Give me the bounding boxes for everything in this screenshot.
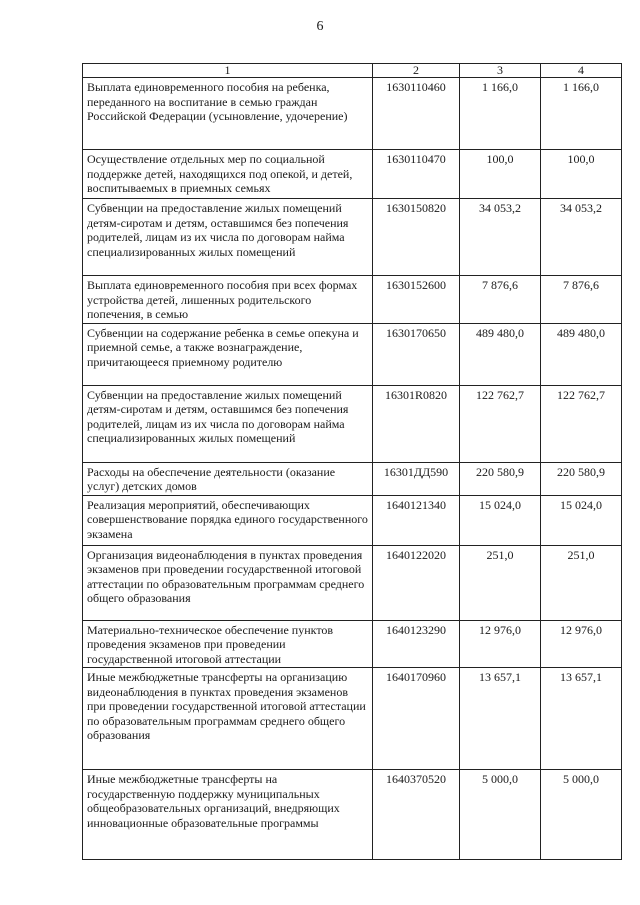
table-row (83, 78, 622, 150)
table-row (83, 276, 622, 324)
row-value-3: 15 024,0 (460, 495, 541, 545)
table-row (83, 668, 622, 770)
row-code: 1640123290 (373, 620, 460, 668)
row-name: Субвенции на предоставление жилых помещений детям-сиротам и детям, оставшимся без попечения родителей, лицам из их числа по договорам найма специализированных жилых помещений (83, 385, 373, 462)
row-code: 1630170650 (373, 323, 460, 385)
budget-table (82, 63, 622, 860)
row-value-3: 34 053,2 (460, 199, 541, 276)
row-code: 16301ДД590 (373, 462, 460, 495)
row-value-4: 1 166,0 (541, 78, 622, 150)
column-header-4: 4 (541, 64, 622, 78)
table-row (83, 545, 622, 620)
row-value-4: 5 000,0 (541, 770, 622, 860)
table-row (83, 199, 622, 276)
row-value-3: 220 580,9 (460, 462, 541, 495)
row-value-4: 34 053,2 (541, 199, 622, 276)
header-row (83, 64, 622, 78)
column-header-2: 2 (373, 64, 460, 78)
row-value-4: 7 876,6 (541, 276, 622, 324)
row-name: Организация видеонаблюдения в пунктах проведения экзаменов при проведении государственной итоговой аттестации по образовательным программам среднего общего образования (83, 545, 373, 620)
row-value-3: 1 166,0 (460, 78, 541, 150)
row-code: 1640122020 (373, 545, 460, 620)
row-name: Расходы на обеспечение деятельности (оказание услуг) детских домов (83, 462, 373, 495)
column-header-1: 1 (83, 64, 373, 78)
row-value-4: 12 976,0 (541, 620, 622, 668)
column-header-3: 3 (460, 64, 541, 78)
row-value-4: 13 657,1 (541, 668, 622, 770)
row-name: Выплата единовременного пособия на ребенка, переданного на воспитание в семью граждан Российской Федерации (усыновление, удочерение) (83, 78, 373, 150)
row-name: Субвенции на предоставление жилых помещений детям-сиротам и детям, оставшимся без попечения родителей, лицам из их числа по договорам найма специализированных жилых помещений (83, 199, 373, 276)
row-name: Материально-техническое обеспечение пунктов проведения экзаменов при проведении государственной итоговой аттестации (83, 620, 373, 668)
row-value-3: 489 480,0 (460, 323, 541, 385)
row-value-3: 12 976,0 (460, 620, 541, 668)
row-code: 1640370520 (373, 770, 460, 860)
table-row (83, 323, 622, 385)
row-code: 16301R0820 (373, 385, 460, 462)
row-value-4: 489 480,0 (541, 323, 622, 385)
table-row (83, 150, 622, 199)
row-value-3: 251,0 (460, 545, 541, 620)
row-value-4: 100,0 (541, 150, 622, 199)
row-value-4: 220 580,9 (541, 462, 622, 495)
row-value-3: 7 876,6 (460, 276, 541, 324)
row-code: 1630150820 (373, 199, 460, 276)
table-row (83, 462, 622, 495)
row-value-3: 100,0 (460, 150, 541, 199)
row-value-3: 5 000,0 (460, 770, 541, 860)
page-number: 6 (316, 19, 324, 34)
row-value-3: 122 762,7 (460, 385, 541, 462)
row-name: Субвенции на содержание ребенка в семье опекуна и приемной семье, а также вознаграждение, причитающееся приемному родителю (83, 323, 373, 385)
row-name: Реализация мероприятий, обеспечивающих совершенствование порядка единого государственного экзамена (83, 495, 373, 545)
row-code: 1630152600 (373, 276, 460, 324)
row-code: 1630110460 (373, 78, 460, 150)
row-code: 1630110470 (373, 150, 460, 199)
table-row (83, 495, 622, 545)
row-code: 1640170960 (373, 668, 460, 770)
table-row (83, 620, 622, 668)
row-name: Иные межбюджетные трансферты на государственную поддержку муниципальных общеобразовательных организаций, внедряющих инновационные образовательные программы (83, 770, 373, 860)
row-code: 1640121340 (373, 495, 460, 545)
row-value-4: 251,0 (541, 545, 622, 620)
row-value-3: 13 657,1 (460, 668, 541, 770)
row-name: Выплата единовременного пособия при всех формах устройства детей, лишенных родительского попечения, в семью (83, 276, 373, 324)
table-row (83, 770, 622, 860)
row-value-4: 122 762,7 (541, 385, 622, 462)
row-value-4: 15 024,0 (541, 495, 622, 545)
row-name: Иные межбюджетные трансферты на организацию видеонаблюдения в пунктах проведения экзаменов при проведении государственной итоговой аттестации по образовательным программам среднего общего образования (83, 668, 373, 770)
row-name: Осуществление отдельных мер по социальной поддержке детей, находящихся под опекой, и детей, воспитываемых в приемных семьях (83, 150, 373, 199)
table-row (83, 385, 622, 462)
